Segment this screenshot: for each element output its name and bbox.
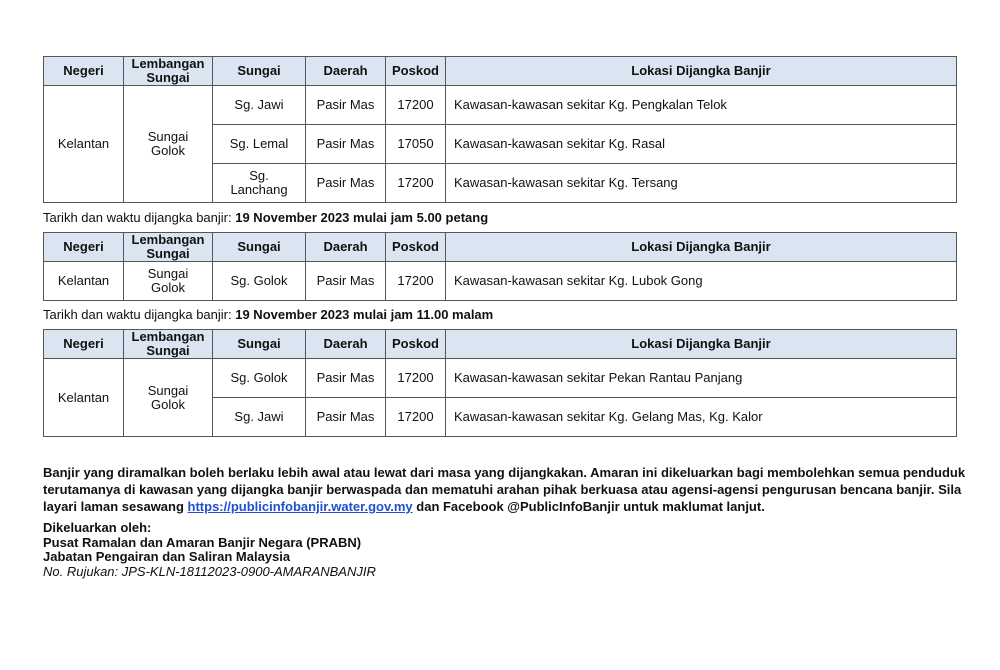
table-row [44,359,957,398]
header-daerah: Daerah [306,330,386,359]
cell-lokasi: Kawasan-kawasan sekitar Kg. Gelang Mas, Kg. Kalor [446,398,957,437]
cell-sungai: Sg. Golok [213,359,306,398]
publicinfobanjir-link[interactable]: https://publicinfobanjir.water.gov.my [187,499,413,514]
cell-poskod: 17200 [386,86,446,125]
header-negeri: Negeri [44,233,124,262]
header-sungai: Sungai [213,330,306,359]
reference-number: No. Rujukan: JPS-KLN-18112023-0900-AMARANBANJIR [43,563,376,579]
cell-daerah: Pasir Mas [306,86,386,125]
header-daerah: Daerah [306,233,386,262]
flood-table-1 [43,56,957,203]
header-lembangan: Lembangan Sungai [124,330,213,359]
cell-poskod: 17200 [386,398,446,437]
header-poskod: Poskod [386,330,446,359]
flood-table-2 [43,232,957,301]
cell-lokasi: Kawasan-kawasan sekitar Kg. Pengkalan Telok [446,86,957,125]
cell-lembangan: Sungai Golok [124,262,213,301]
cell-daerah: Pasir Mas [306,262,386,301]
cell-lokasi: Kawasan-kawasan sekitar Kg. Lubok Gong [446,262,957,301]
header-sungai: Sungai [213,57,306,86]
cell-poskod: 17050 [386,125,446,164]
header-lokasi: Lokasi Dijangka Banjir [446,57,957,86]
table-header-row [44,330,957,359]
header-negeri: Negeri [44,57,124,86]
cell-sungai: Sg. Golok [213,262,306,301]
header-poskod: Poskod [386,57,446,86]
cell-sungai: Sg. Lanchang [213,164,306,203]
cell-daerah: Pasir Mas [306,164,386,203]
cell-negeri: Kelantan [44,262,124,301]
cell-lembangan: Sungai Golok [124,359,213,437]
cell-lokasi: Kawasan-kawasan sekitar Kg. Rasal [446,125,957,164]
cell-sungai: Sg. Jawi [213,398,306,437]
cell-sungai: Sg. Jawi [213,86,306,125]
header-daerah: Daerah [306,57,386,86]
table-row [44,262,957,301]
cell-daerah: Pasir Mas [306,398,386,437]
flood-time-caption-2: Tarikh dan waktu dijangka banjir: 19 November 2023 mulai jam 5.00 petang [43,210,489,225]
cell-negeri: Kelantan [44,86,124,203]
cell-daerah: Pasir Mas [306,359,386,398]
issued-label: Dikeluarkan oleh: [43,520,152,535]
cell-lokasi: Kawasan-kawasan sekitar Pekan Rantau Panjang [446,359,957,398]
cell-negeri: Kelantan [44,359,124,437]
header-lembangan: Lembangan Sungai [124,57,213,86]
cell-sungai: Sg. Lemal [213,125,306,164]
table-header-row [44,57,957,86]
cell-lokasi: Kawasan-kawasan sekitar Kg. Tersang [446,164,957,203]
notice-paragraph: Banjir yang diramalkan boleh berlaku lebih awal atau lewat dari masa yang dijangkakan. Amaran ini dikeluarkan bagi membolehkan semua penduduk terutamanya di kawasan yang dijangka banjir berwaspada dan mematuhi arahan pihak berkuasa atau agensi-agensi pengurusan bencana banjir. Sila layari laman sesawang https://publicinfobanjir.water.gov.my dan Facebook @PublicInfoBanjir untuk maklumat lanjut. [43,465,966,514]
flood-time-caption-3: Tarikh dan waktu dijangka banjir: 19 November 2023 mulai jam 11.00 malam [43,307,494,322]
header-sungai: Sungai [213,233,306,262]
header-poskod: Poskod [386,233,446,262]
table-header-row [44,233,957,262]
cell-poskod: 17200 [386,164,446,203]
issuer-prabn: Pusat Ramalan dan Amaran Banjir Negara (PRABN) [43,534,362,550]
issuer-jps: Jabatan Pengairan dan Saliran Malaysia [43,549,291,564]
cell-poskod: 17200 [386,359,446,398]
header-negeri: Negeri [44,330,124,359]
cell-poskod: 17200 [386,262,446,301]
header-lokasi: Lokasi Dijangka Banjir [446,330,957,359]
header-lembangan: Lembangan Sungai [124,233,213,262]
issued-by-block [43,521,376,579]
flood-table-3 [43,329,957,437]
header-lokasi: Lokasi Dijangka Banjir [446,233,957,262]
cell-lembangan: Sungai Golok [124,86,213,203]
table-row [44,86,957,125]
cell-daerah: Pasir Mas [306,125,386,164]
